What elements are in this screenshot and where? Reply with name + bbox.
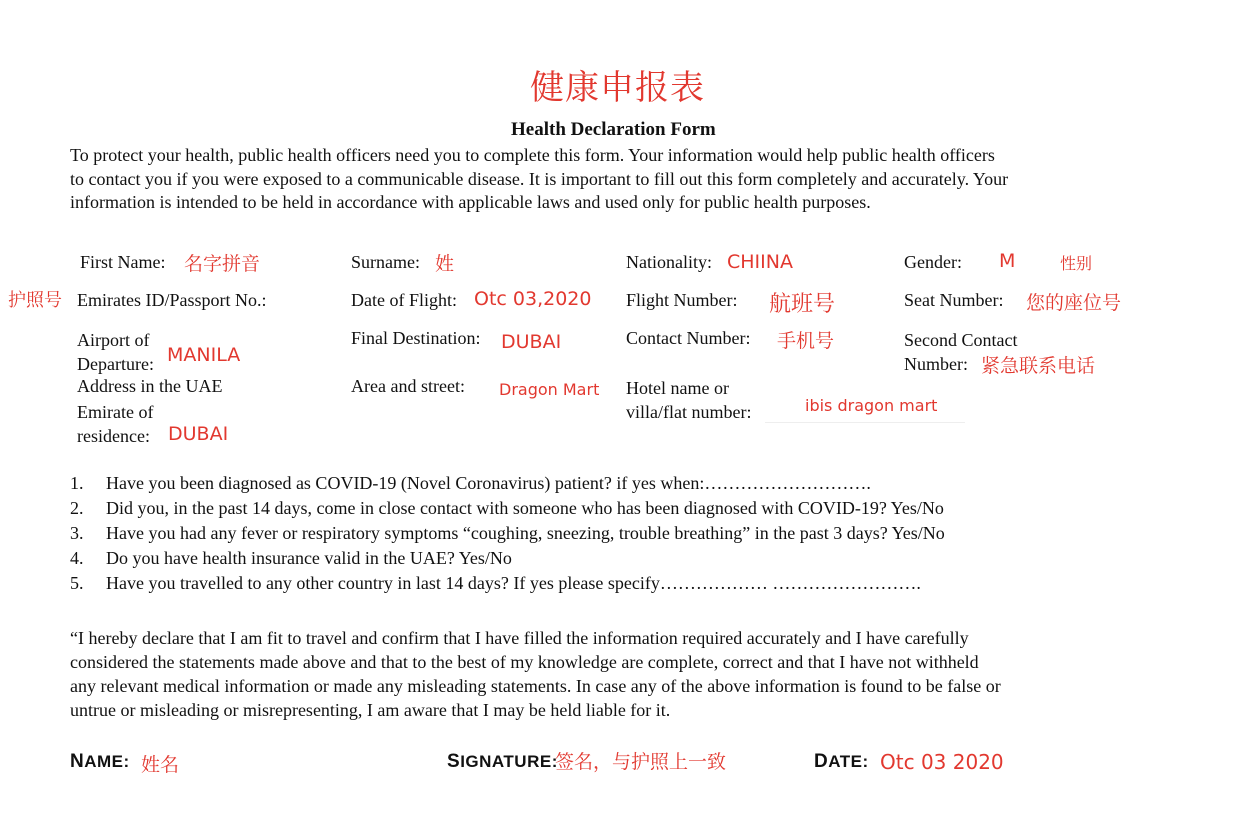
question-number: 1. xyxy=(70,473,84,493)
page-title-chinese: 健康申报表 xyxy=(530,68,705,108)
question-text: Did you, in the past 14 days, come in close contact with someone who has been diagnosed with COVID-19? Yes/No xyxy=(106,498,944,518)
hotel-label xyxy=(626,376,751,424)
seat-number-value[interactable]: 您的座位号 xyxy=(1026,292,1122,314)
date-value[interactable]: Otc 03 2020 xyxy=(880,750,1004,774)
question-number: 3. xyxy=(70,523,84,543)
name-label-rest: AME: xyxy=(84,752,130,771)
address-label: Address in the UAE xyxy=(77,376,223,396)
passport-note: 护照号 xyxy=(8,290,62,311)
hotel-label-line: Hotel name or xyxy=(626,378,729,398)
first-name-label: First Name: xyxy=(80,252,166,272)
nationality-label: Nationality: xyxy=(626,252,712,272)
emirate-label-line: Emirate of xyxy=(77,402,154,422)
name-value[interactable]: 姓名 xyxy=(141,754,180,776)
question-item xyxy=(70,521,945,546)
contact-number-value[interactable]: 手机号 xyxy=(777,330,835,352)
seat-number-label: Seat Number: xyxy=(904,290,1004,310)
question-text: Have you been diagnosed as COVID-19 (Novel Coronavirus) patient? if yes when:………………………. xyxy=(106,473,871,493)
date-label-rest: ATE: xyxy=(828,752,869,771)
final-destination-label: Final Destination: xyxy=(351,328,481,348)
gender-value[interactable]: M xyxy=(999,250,1016,272)
declaration-line: considered the statements made above and that to the best of my knowledge are complete, correct and that I have not withheld xyxy=(70,652,979,672)
flight-number-value[interactable]: 航班号 xyxy=(769,292,836,317)
emirate-label-line: residence: xyxy=(77,426,150,446)
airport-label-line: Departure: xyxy=(77,354,154,374)
gender-note: 性别 xyxy=(1060,254,1093,273)
intro-line: To protect your health, public health officers need you to complete this form. Your information would help public health officers xyxy=(70,145,995,165)
name-label-cap: N xyxy=(70,751,85,772)
signature-value[interactable]: 签名，与护照上一致 xyxy=(555,751,727,773)
intro-line: to contact you if you were exposed to a communicable disease. It is important to fill out this form completely and accurately. Your xyxy=(70,168,1009,189)
declaration-line: untrue or misleading or misrepresenting, I am aware that I may be held liable for it. xyxy=(70,700,671,720)
date-of-flight-label: Date of Flight: xyxy=(351,290,457,310)
airport-label-line: Airport of xyxy=(77,330,150,350)
question-item xyxy=(70,546,945,571)
date-label xyxy=(814,751,869,773)
gender-label: Gender: xyxy=(904,252,962,272)
area-street-value[interactable]: Dragon Mart xyxy=(499,380,600,399)
final-destination-value[interactable]: DUBAI xyxy=(501,331,562,353)
question-number: 2. xyxy=(70,498,84,518)
signature-label-rest: IGNATURE: xyxy=(460,752,558,771)
second-contact-value[interactable]: 紧急联系电话 xyxy=(981,355,1096,377)
second-contact-label-line: Second Contact xyxy=(904,330,1018,350)
second-contact-label-line: Number: xyxy=(904,354,968,374)
surname-value[interactable]: 姓 xyxy=(435,253,455,275)
hotel-value[interactable]: ibis dragon mart xyxy=(805,396,938,415)
question-item xyxy=(70,471,945,496)
flight-number-label: Flight Number: xyxy=(626,290,738,310)
signature-label-cap: S xyxy=(447,751,461,772)
declaration-line: any relevant medical information or made any misleading statements. In case any of the above information is found to be false or xyxy=(70,676,1001,696)
nationality-value[interactable]: CHIINA xyxy=(727,251,793,273)
hotel-fill-line xyxy=(765,422,965,423)
hotel-label-line: villa/flat number: xyxy=(626,402,752,422)
date-of-flight-value[interactable]: Otc 03,2020 xyxy=(474,288,592,310)
form-title: Health Declaration Form xyxy=(511,119,716,140)
declaration-paragraph xyxy=(70,626,1001,722)
question-number: 5. xyxy=(70,573,84,593)
contact-number-label: Contact Number: xyxy=(626,328,751,348)
intro-line: information is intended to be held in accordance with applicable laws and used only for public health purposes. xyxy=(70,192,871,212)
airport-value[interactable]: MANILA xyxy=(167,344,241,366)
signature-label xyxy=(447,751,558,773)
area-street-label: Area and street: xyxy=(351,376,465,396)
question-item xyxy=(70,571,945,596)
emirate-label xyxy=(77,400,153,448)
question-text: Do you have health insurance valid in the UAE? Yes/No xyxy=(106,548,512,568)
declaration-line: “I hereby declare that I am fit to travel and confirm that I have filled the information required accurately and I have carefully xyxy=(70,628,969,648)
surname-label: Surname: xyxy=(351,252,420,272)
intro-paragraph xyxy=(70,144,1008,215)
first-name-value[interactable]: 名字拼音 xyxy=(184,253,261,275)
name-label xyxy=(70,751,130,773)
passport-label: Emirates ID/Passport No.: xyxy=(77,290,267,310)
question-number: 4. xyxy=(70,548,84,568)
airport-label xyxy=(77,328,154,376)
questions-list xyxy=(70,471,945,596)
question-item xyxy=(70,496,945,521)
date-label-cap: D xyxy=(814,751,829,772)
question-text: Have you had any fever or respiratory symptoms “coughing, sneezing, trouble breathing” in the past 3 days? Yes/No xyxy=(106,523,945,543)
emirate-value[interactable]: DUBAI xyxy=(168,423,229,445)
question-text: Have you travelled to any other country in last 14 days? If yes please specify……………… ……………………. xyxy=(106,573,921,593)
